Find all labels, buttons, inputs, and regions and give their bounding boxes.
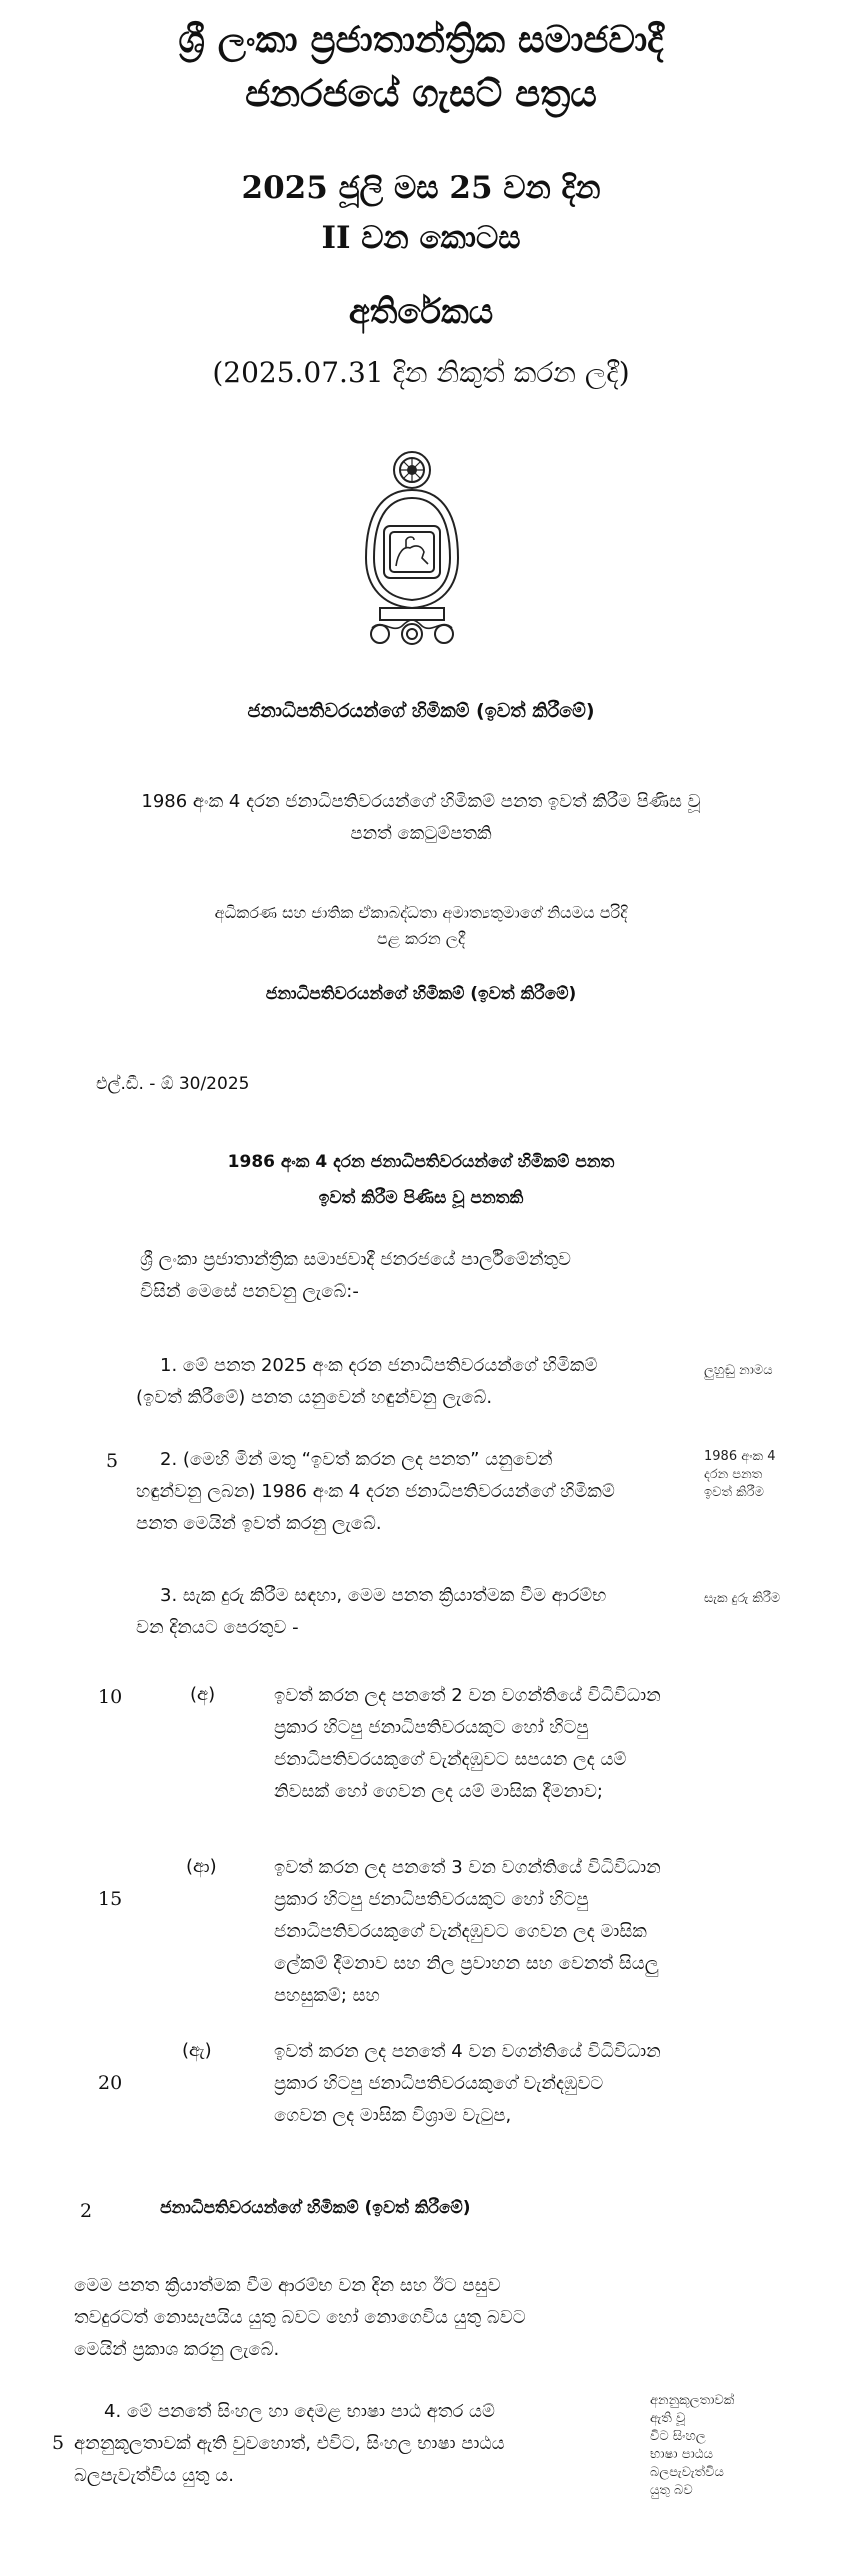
marginal-note-line: භාෂා පාඨය — [650, 2447, 713, 2462]
minister-note-line: අධිකරණ සහ ජාතික ඒකාබද්ධතා අමාත්‍යතුමාගේ නියමය පරිදි — [214, 903, 628, 922]
marginal-note-section-4 — [650, 2392, 734, 2500]
line-number: 10 — [98, 1686, 123, 1708]
clause-aa-line: ජනාධිපතිවරයකුගේ වැන්දඹුවට ගෙවන ලද මාසික — [274, 1921, 647, 1942]
marginal-note-line: බලපැවැත්විය — [650, 2465, 724, 2480]
clause-aa-line: ප්‍රකාර හිටපු ජනාධිපතිවරයකුට හෝ හිටපු — [274, 1889, 589, 1910]
issue-date: (2025.07.31 දින නිකුත් කරන ලදී) — [212, 356, 630, 389]
marginal-note-line: අනනුකූලතාවක් — [650, 2393, 735, 2408]
section-3 — [136, 1580, 696, 1644]
continuation-line: මෙම පනත ක්‍රියාත්මක වීම ආරම්භ වන දින සහ ඊට පසුව — [74, 2275, 501, 2296]
bill-long-title-line: 1986 අංක 4 දරන ජනාධිපතිවරයන්ගේ හිමිකම් පනත ඉවත් කිරීම පිණිස වූ — [141, 791, 701, 812]
national-emblem-icon — [352, 448, 472, 648]
marginal-note-line: යුතු බව — [650, 2483, 693, 2498]
section-1-line: 1. මේ පනත 2025 අංක දරන ජනාධිපතිවරයන්ගේ හිමිකම් — [160, 1355, 598, 1376]
minister-note — [0, 900, 842, 952]
clause-ae-line: ගෙවන ලද මාසික විශ්‍රාම වැටුප, — [274, 2105, 512, 2126]
gazette-title-line-1: ශ්‍රී ලංකා ප්‍රජාතාන්ත්‍රික සමාජවාදී — [178, 18, 664, 61]
clause-aa-line: ඉවත් කරන ලද පනතේ 3 වන වගන්තියේ විධිවිධාන — [274, 1857, 661, 1878]
clause-ae — [274, 2036, 696, 2132]
section-2-line: 2. (මෙහි මින් මතු “ඉවත් කරන ලද පනත” යනුවෙන් — [160, 1449, 553, 1470]
section-4-line: 4. මේ පනතේ සිංහල හා දෙමළ භාෂා පාඨ අතර යම් — [104, 2401, 495, 2422]
clause-a-line: නිවසක් හෝ ගෙවන ලද යම් මාසික දීමනාව; — [274, 1781, 603, 1802]
gazette-part: II වන කොටස — [321, 220, 521, 256]
bill-title-repeat: ජනාධිපතිවරයන්ගේ හිමිකම් (ඉවත් කිරීමේ) — [265, 984, 577, 1004]
marginal-note-line: ඉවත් කිරීම — [704, 1485, 764, 1500]
bill-short-title: ජනාධිපතිවරයන්ගේ හිමිකම් (ඉවත් කිරීමේ) — [247, 700, 595, 722]
clause-aa-line: ලේකම් දීමනාව සහ නිල ප්‍රවාහන සහ වෙනත් සියලු — [274, 1953, 659, 1974]
marginal-note-line: දරන පනත — [704, 1467, 763, 1482]
line-number: 5 — [52, 2432, 65, 2454]
line-number: 15 — [98, 1888, 123, 1910]
clause-a-line: ජනාධිපතිවරයකුගේ වැන්දඹුවට සපයන ලද යම් — [274, 1749, 627, 1770]
reference-number: එල්.ඩී. - ඕ 30/2025 — [96, 1074, 250, 1094]
clause-a — [274, 1680, 696, 1808]
clause-symbol: (ඇ) — [182, 2040, 212, 2061]
bill-long-title-line: පනත් කෙටුම්පතකි — [350, 823, 492, 844]
section-1 — [136, 1350, 696, 1414]
marginal-note-line: ඇති වූ — [650, 2411, 686, 2426]
clause-symbol: (ආ) — [186, 1856, 217, 1877]
bill-long-title — [0, 786, 842, 850]
preamble-line: විසින් මෙසේ පනවනු ලැබේ:- — [140, 1281, 359, 1302]
act-title-line: 1986 අංක 4 දරන ජනාධිපතිවරයන්ගේ හිමිකම් පනත — [227, 1152, 615, 1172]
section-4 — [74, 2396, 640, 2492]
preamble-line: ශ්‍රී ලංකා ප්‍රජාතාන්ත්‍රික සමාජවාදී ජනරජයේ පාර්ලිමේන්තුව — [140, 1249, 571, 1270]
preamble — [140, 1244, 700, 1308]
clause-ae-line: ඉවත් කරන ලද පනතේ 4 වන වගන්තියේ විධිවිධාන — [274, 2041, 661, 2062]
section-4-line: බලපැවැත්විය යුතු ය. — [74, 2465, 234, 2486]
section-3-line: 3. සැක දුරු කිරීම සඳහා, මෙම පනත ක්‍රියාත්මක වීම ආරම්භ — [160, 1585, 607, 1606]
marginal-note-section-2 — [704, 1448, 776, 1502]
section-4-line: අනනුකූලතාවක් ඇති වුවහොත්, එවිට, සිංහල භාෂා පාඨය — [74, 2433, 505, 2454]
line-number: 20 — [98, 2072, 123, 2094]
clause-aa-line: පහසුකම්; සහ — [274, 1985, 380, 2006]
marginal-note-section-3: සැක දුරු කිරීම — [704, 1591, 781, 1606]
marginal-note-line: 1986 අංක 4 — [704, 1449, 776, 1464]
act-title-line: ඉවත් කිරීම පිණිස වූ පනතකි — [318, 1188, 524, 1208]
supplement-heading: අතිරේකය — [348, 292, 494, 332]
gazette-title-line-2: ජනරජයේ ගැසට් පත්‍රය — [245, 72, 597, 115]
section-1-line: (ඉවත් කිරීමේ) පනත යනුවෙන් හඳුන්වනු ලැබේ. — [136, 1387, 493, 1408]
clause-aa — [274, 1852, 696, 2012]
marginal-note-line: විට සිංහල — [650, 2429, 706, 2444]
line-number: 5 — [106, 1450, 119, 1472]
continuation-line: මෙයින් ප්‍රකාශ කරනු ලැබේ. — [74, 2339, 280, 2360]
clause-a-line: ඉවත් කරන ලද පනතේ 2 වන වගන්තියේ විධිවිධාන — [274, 1685, 661, 1706]
gazette-date: 2025 ජූලි මස 25 වන දින — [241, 170, 601, 206]
clause-symbol: (අ) — [190, 1684, 216, 1705]
act-title — [0, 1144, 842, 1216]
section-2-line: පනත මෙයින් ඉවත් කරනු ලැබේ. — [136, 1513, 382, 1534]
running-head: ජනාධිපතිවරයන්ගේ හිමිකම් (ඉවත් කිරීමේ) — [160, 2198, 471, 2218]
minister-note-line: පළ කරන ලදී — [376, 929, 466, 948]
section-2 — [136, 1444, 696, 1540]
continuation-paragraph — [74, 2270, 640, 2366]
section-3-line: වන දිනයට පෙරතුව - — [136, 1617, 299, 1638]
continuation-line: තවදුරටත් නොසැපයිය යුතු බවට හෝ නොගෙවිය යුතු බවට — [74, 2307, 526, 2328]
marginal-note-section-1: ලුහුඬු නාමය — [704, 1363, 773, 1378]
page-number: 2 — [80, 2200, 93, 2222]
section-2-line: හඳුන්වනු ලබන) 1986 අංක 4 දරන ජනාධිපතිවරයන්ගේ හිමිකම් — [136, 1481, 615, 1502]
clause-ae-line: ප්‍රකාර හිටපු ජනාධිපතිවරයකුගේ වැන්දඹුවට — [274, 2073, 604, 2094]
clause-a-line: ප්‍රකාර හිටපු ජනාධිපතිවරයකුට හෝ හිටපු — [274, 1717, 589, 1738]
